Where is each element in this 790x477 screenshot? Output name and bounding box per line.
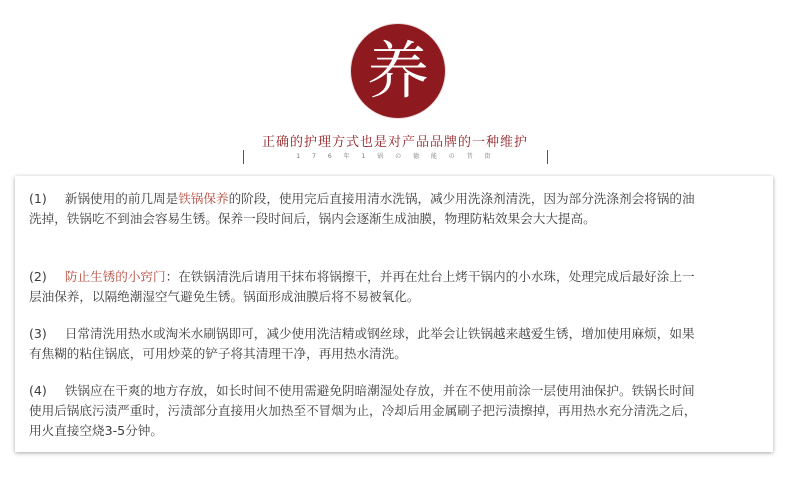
paragraph-text: ：在铁锅清洗后请用干抹布将锅擦干，并再在灶台上烤干锅内的小水珠，处理完成后最好涂上一层油保养，以隔绝潮湿空气避免生锈。锅面形成油膜后将不易被氧化。	[29, 269, 695, 304]
decorative-divider-right	[547, 150, 548, 164]
instruction-paragraph-2	[29, 267, 701, 307]
paragraph-number: (4)	[29, 383, 47, 398]
paragraph-text: 日常清洗用热水或淘米水刷锅即可，减少使用洗洁精或钢丝球，此举会让铁锅越来越爱生锈，增加使用麻烦，如果有焦糊的粘住锅底，可用炒菜的铲子将其清理干净，再用热水清洗。	[29, 326, 695, 361]
paragraph-number: (3)	[29, 326, 47, 341]
paragraph-highlight: 铁锅保养	[178, 191, 229, 206]
paragraph-text: 的阶段，使用完后直接用清水洗锅，减少用洗涤剂清洗，因为部分洗涤剂会将锅的油洗掉，铁锅吃不到油会容易生锈。保养一段时间后，锅内会逐渐生成油膜，物理防粘效果会大大提高。	[29, 191, 695, 226]
subtitle: 正确的护理方式也是对产品品牌的一种维护	[261, 135, 528, 150]
paragraph-text: 铁锅应在干爽的地方存放，如长时间不使用需避免阴暗潮湿处存放，并在不使用前涂一层使用油保护。铁锅长时间使用后锅底污渍严重时，污渍部分直接用火加热至不冒烟为止，冷却后用金属刷子把污渍擦掉，再用热水充分清洗之后，用火直接空烧3-5分钟。	[29, 383, 697, 438]
decorative-divider-left	[243, 150, 244, 164]
paragraph-number: (1)	[29, 191, 47, 206]
instruction-paragraph-1	[29, 189, 701, 229]
instruction-paragraph-3	[29, 324, 701, 364]
paragraph-number: (2)	[29, 269, 47, 284]
paragraph-text: 新锅使用的前几周是	[64, 191, 179, 206]
seal-logo	[351, 24, 445, 118]
decorative-caption: 1 7 6 年 1 锅 の 德 能 の 昔 街	[296, 153, 496, 160]
paragraph-highlight: 防止生锈的小窍门	[64, 269, 166, 284]
instruction-paragraph-4	[29, 381, 701, 441]
seal-character: 养	[366, 34, 429, 107]
care-instructions-panel	[15, 176, 773, 452]
